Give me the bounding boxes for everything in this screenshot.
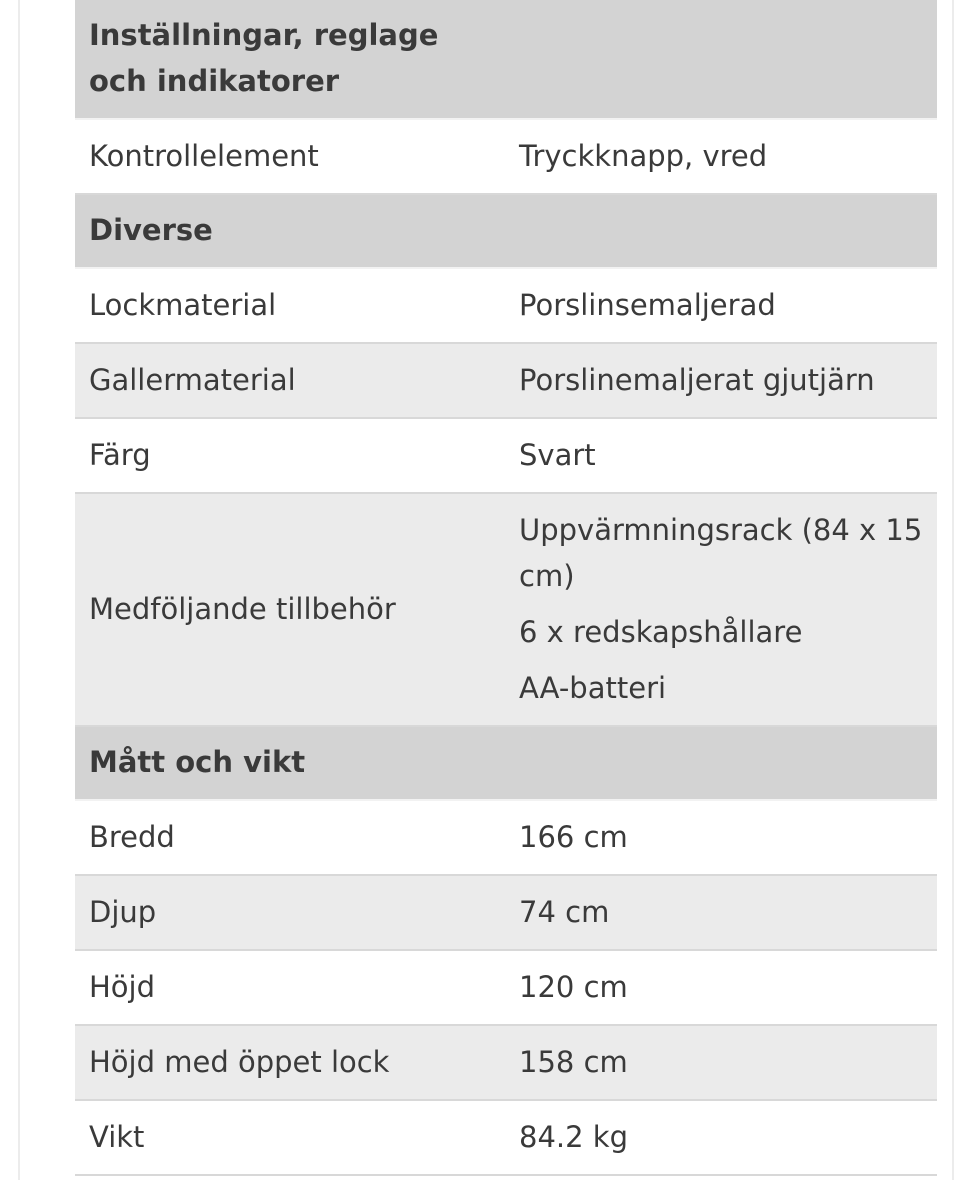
row-value-line: Svart	[519, 438, 596, 472]
row-value-line: 120 cm	[519, 970, 628, 1004]
section-title: Diverse	[89, 213, 213, 247]
row-label: Färg	[89, 438, 151, 472]
row-value-line: 166 cm	[519, 820, 628, 854]
table-row	[75, 419, 937, 494]
row-label: Djup	[89, 895, 157, 929]
section-header-fill	[505, 195, 937, 267]
row-value	[505, 1026, 937, 1099]
row-label: Kontrollelement	[89, 139, 319, 173]
row-value	[505, 120, 937, 193]
section-header-fill	[505, 727, 937, 799]
row-value	[505, 876, 937, 949]
row-label: Höjd med öppet lock	[89, 1045, 390, 1079]
row-label: Bredd	[89, 820, 175, 854]
row-label: Höjd	[89, 970, 156, 1004]
row-label: Lockmaterial	[89, 288, 277, 322]
row-value	[505, 1101, 937, 1174]
row-value	[505, 494, 937, 725]
row-value-line: Porslinsemaljerad	[519, 288, 776, 322]
row-label: Medföljande tillbehör	[89, 592, 396, 626]
page-frame	[18, 0, 954, 1180]
row-value-line: 84.2 kg	[519, 1120, 628, 1154]
row-label: Gallermaterial	[89, 363, 296, 397]
row-value-line: 6 x redskapshållare	[519, 615, 803, 649]
table-row	[75, 951, 937, 1026]
section-header-dimensions	[75, 727, 937, 799]
section-title: Mått och vikt	[89, 745, 306, 779]
table-row	[75, 1026, 937, 1101]
section-header-fill	[505, 0, 937, 118]
row-value-line: 158 cm	[519, 1045, 628, 1079]
table-row	[75, 494, 937, 727]
section-header-settings	[75, 0, 937, 118]
row-value	[505, 951, 937, 1024]
table-row	[75, 799, 937, 876]
row-value-line: AA-batteri	[519, 671, 667, 705]
row-value-line: Porslinemaljerat gjutjärn	[519, 363, 875, 397]
spec-table	[75, 0, 937, 1176]
row-value-line: Tryckknapp, vred	[519, 139, 768, 173]
table-row	[75, 118, 937, 195]
row-label: Vikt	[89, 1120, 145, 1154]
row-value-line: Uppvärmningsrack (84 x 15 cm)	[519, 513, 923, 593]
row-value-line: 74 cm	[519, 895, 610, 929]
row-value	[505, 344, 937, 417]
table-row	[75, 1101, 937, 1176]
table-row	[75, 876, 937, 951]
table-row	[75, 267, 937, 344]
table-row	[75, 344, 937, 419]
row-value	[505, 801, 937, 874]
section-title: Inställningar, reglage och indikatorer	[89, 18, 439, 98]
section-header-misc	[75, 195, 937, 267]
row-value	[505, 419, 937, 492]
row-value	[505, 269, 937, 342]
